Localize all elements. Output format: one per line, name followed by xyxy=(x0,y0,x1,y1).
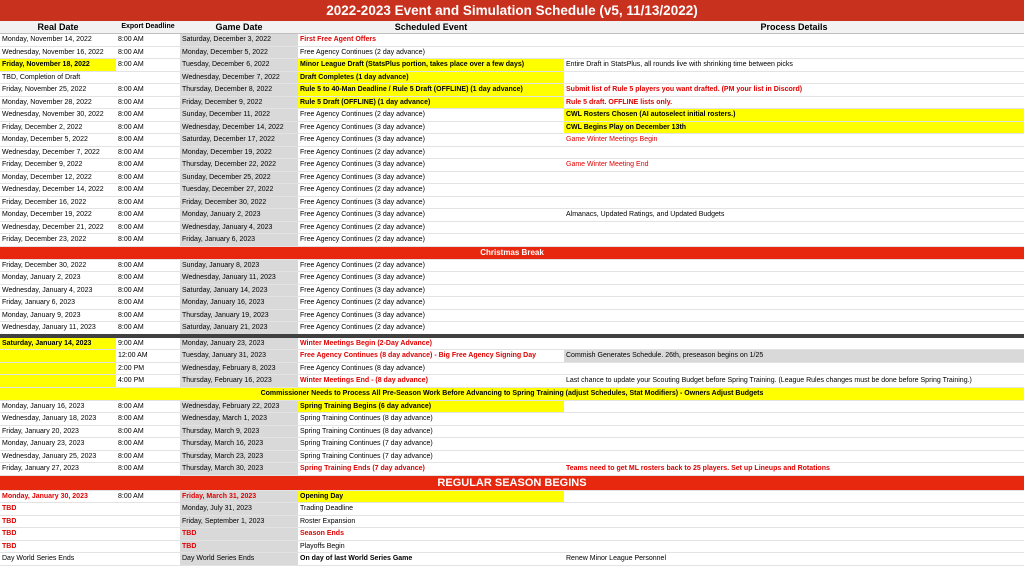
cell-export-deadline[interactable]: 8:00 AM xyxy=(118,415,144,422)
table-row xyxy=(0,426,1024,439)
cell-game-date[interactable]: Wednesday, February 8, 2023 xyxy=(180,363,298,375)
table-row xyxy=(0,109,1024,122)
cell-export-deadline[interactable] xyxy=(116,553,180,565)
cell-process-details[interactable] xyxy=(564,401,1024,413)
cell-process-details[interactable] xyxy=(564,338,1024,350)
cell-scheduled-event[interactable]: Free Agency Continues (3 day advance) xyxy=(300,123,425,131)
table-row xyxy=(0,159,1024,172)
section-winter-meetings xyxy=(0,336,1024,388)
cell-process-details[interactable]: Commish Generates Schedule. 26th, preseason begins on 1/25 xyxy=(564,350,1024,362)
cell-export-deadline[interactable]: 8:00 AM xyxy=(118,299,144,306)
table-row xyxy=(0,375,1024,388)
cell-export-deadline[interactable]: 8:00 AM xyxy=(118,111,144,118)
cell-scheduled-event[interactable]: Spring Training Ends (7 day advance) xyxy=(300,465,425,472)
cell-scheduled-event[interactable]: Free Agency Continues (2 day advance) xyxy=(300,48,425,56)
header-scheduled-event[interactable]: Scheduled Event xyxy=(394,22,468,32)
cell-process-details[interactable] xyxy=(564,197,1024,209)
table-row xyxy=(0,184,1024,197)
cell-process-details[interactable] xyxy=(564,503,1024,515)
cell-real-date[interactable]: Day World Series Ends xyxy=(2,555,75,562)
cell-game-date[interactable]: Wednesday, December 7, 2022 xyxy=(180,72,298,84)
section-post-christmas xyxy=(0,260,1024,336)
cell-real-date[interactable]: Wednesday, December 21, 2022 xyxy=(2,223,104,231)
cell-process-details[interactable] xyxy=(564,491,1024,503)
cell-process-details[interactable]: Game Winter Meeting End xyxy=(566,161,649,168)
cell-process-details[interactable]: Game Winter Meetings Begin xyxy=(566,136,658,143)
table-row xyxy=(0,541,1024,554)
table-row xyxy=(0,72,1024,85)
cell-export-deadline[interactable]: 2:00 PM xyxy=(118,364,145,372)
cell-process-details[interactable] xyxy=(564,172,1024,184)
cell-real-date[interactable]: Friday, January 20, 2023 xyxy=(2,427,79,435)
cell-real-date[interactable]: Monday, January 9, 2023 xyxy=(2,311,81,319)
table-row xyxy=(0,297,1024,310)
table-row xyxy=(0,516,1024,529)
cell-real-date[interactable]: Friday, December 23, 2022 xyxy=(2,236,87,243)
cell-game-date[interactable]: Day World Series Ends xyxy=(180,553,298,565)
table-row xyxy=(0,336,1024,351)
cell-game-date[interactable]: Sunday, December 25, 2022 xyxy=(180,172,298,184)
cell-process-details[interactable]: Submit list of Rule 5 players you want drafted. (PM your list in Discord) xyxy=(566,86,803,93)
cell-export-deadline[interactable]: 8:00 AM xyxy=(118,274,144,281)
cell-process-details[interactable] xyxy=(564,285,1024,297)
cell-process-details[interactable] xyxy=(564,541,1024,553)
table-row xyxy=(0,84,1024,97)
table-row xyxy=(0,322,1024,336)
table-row xyxy=(0,97,1024,110)
cell-real-date[interactable] xyxy=(0,363,116,375)
cell-game-date[interactable]: Wednesday, December 14, 2022 xyxy=(180,122,298,134)
cell-export-deadline[interactable]: 8:00 AM xyxy=(118,136,144,143)
cell-scheduled-event[interactable]: Spring Training Continues (8 day advance) xyxy=(300,415,433,422)
cell-export-deadline[interactable] xyxy=(116,503,180,515)
table-row xyxy=(0,59,1024,72)
christmas-break-band: Christmas Break xyxy=(0,247,1024,260)
cell-scheduled-event[interactable]: Free Agency Continues (2 day advance) xyxy=(300,324,425,331)
cell-scheduled-event[interactable]: Free Agency Continues (2 day advance) xyxy=(300,223,425,231)
cell-process-details[interactable]: Teams need to get ML rosters back to 25 players. Set up Lineups and Rotations xyxy=(566,465,830,472)
cell-export-deadline[interactable]: 8:00 AM xyxy=(118,311,144,319)
cell-process-details[interactable] xyxy=(564,322,1024,334)
cell-game-date[interactable]: Thursday, December 22, 2022 xyxy=(180,159,298,171)
cell-export-deadline[interactable]: 8:00 AM xyxy=(118,148,144,156)
cell-scheduled-event[interactable]: Free Agency Continues (3 day advance) xyxy=(300,311,425,319)
cell-real-date[interactable]: Wednesday, January 4, 2023 xyxy=(2,286,93,294)
cell-export-deadline[interactable]: 8:00 AM xyxy=(118,161,144,168)
cell-scheduled-event[interactable]: Free Agency Continues (3 day advance) xyxy=(300,211,425,218)
cell-real-date[interactable]: Monday, December 19, 2022 xyxy=(2,211,92,218)
table-row xyxy=(0,172,1024,185)
table-row xyxy=(0,528,1024,541)
cell-scheduled-event[interactable]: Winter Meetings Begin (2-Day Advance) xyxy=(300,339,432,347)
cell-export-deadline[interactable] xyxy=(116,516,180,528)
table-row xyxy=(0,463,1024,476)
cell-scheduled-event[interactable]: On day of last World Series Game xyxy=(300,555,413,562)
cell-process-details[interactable]: CWL Rosters Chosen (AI autoselect initial rosters.) xyxy=(564,109,1024,121)
table-row xyxy=(0,553,1024,566)
cell-game-date[interactable]: Sunday, December 11, 2022 xyxy=(180,109,298,121)
cell-real-date[interactable]: Wednesday, December 7, 2022 xyxy=(2,148,100,156)
table-row xyxy=(0,491,1024,504)
cell-export-deadline[interactable]: 8:00 AM xyxy=(118,198,144,206)
cell-export-deadline[interactable]: 8:00 AM xyxy=(118,98,144,106)
cell-game-date[interactable]: Monday, January 23, 2023 xyxy=(180,338,298,350)
cell-game-date[interactable]: Monday, December 19, 2022 xyxy=(180,147,298,159)
table-row xyxy=(0,134,1024,147)
table-row xyxy=(0,401,1024,414)
cell-scheduled-event[interactable]: Free Agency Continues (2 day advance) xyxy=(300,261,425,269)
table-row xyxy=(0,310,1024,323)
commissioner-note-band: Commissioner Needs to Process All Pre-Season Work Before Advancing to Spring Training (adjust Schedules, Stat Modifiers) - Owners Adjust Budgets xyxy=(0,388,1024,401)
cell-scheduled-event[interactable]: Free Agency Continues (3 day advance) xyxy=(300,274,425,281)
section-regular-season xyxy=(0,491,1024,566)
cell-real-date[interactable]: Friday, November 18, 2022 xyxy=(0,59,116,71)
cell-real-date[interactable]: Friday, December 9, 2022 xyxy=(2,161,83,168)
cell-scheduled-event[interactable]: Opening Day xyxy=(298,491,564,503)
cell-game-date[interactable]: Wednesday, February 22, 2023 xyxy=(180,401,298,413)
cell-process-details[interactable] xyxy=(564,184,1024,196)
cell-real-date[interactable]: TBD xyxy=(2,542,17,550)
table-row xyxy=(0,147,1024,160)
cell-scheduled-event[interactable]: First Free Agent Offers xyxy=(300,36,376,43)
cell-real-date[interactable]: Wednesday, January 18, 2023 xyxy=(2,415,97,422)
cell-real-date[interactable]: Monday, November 28, 2022 xyxy=(2,98,92,106)
cell-process-details[interactable] xyxy=(564,234,1024,246)
cell-process-details[interactable] xyxy=(564,438,1024,450)
cell-export-deadline[interactable]: 4:00 PM xyxy=(118,377,145,384)
cell-export-deadline[interactable]: 8:00 AM xyxy=(118,427,144,435)
cell-game-date[interactable]: Wednesday, January 11, 2023 xyxy=(180,272,298,284)
cell-export-deadline[interactable]: 8:00 AM xyxy=(118,261,144,269)
cell-real-date[interactable]: Monday, November 14, 2022 xyxy=(2,36,92,43)
cell-scheduled-event[interactable]: Free Agency Continues (3 day advance) xyxy=(300,136,425,143)
cell-export-deadline[interactable] xyxy=(116,72,180,84)
table-row xyxy=(0,413,1024,426)
cell-scheduled-event[interactable]: Spring Training Begins (6 day advance) xyxy=(298,401,564,413)
cell-game-date[interactable]: Thursday, January 19, 2023 xyxy=(180,310,298,322)
cell-scheduled-event[interactable]: Winter Meetings End - (8 day advance) xyxy=(300,377,428,384)
table-row xyxy=(0,47,1024,60)
header-real-date[interactable]: Real Date xyxy=(37,22,79,32)
cell-scheduled-event[interactable]: Free Agency Continues (2 day advance) xyxy=(300,111,425,118)
table-row xyxy=(0,234,1024,247)
cell-scheduled-event[interactable]: Rule 5 Draft (OFFLINE) (1 day advance) xyxy=(298,97,564,109)
cell-real-date[interactable]: Saturday, January 14, 2023 xyxy=(0,338,116,350)
cell-export-deadline[interactable]: 8:00 AM xyxy=(118,223,144,231)
cell-scheduled-event[interactable]: Playoffs Begin xyxy=(300,542,345,550)
cell-export-deadline[interactable]: 8:00 AM xyxy=(118,465,144,472)
cell-game-date[interactable]: Saturday, December 3, 2022 xyxy=(180,34,298,46)
cell-scheduled-event[interactable]: Free Agency Continues (2 day advance) xyxy=(300,148,425,156)
cell-real-date[interactable]: Monday, January 30, 2023 xyxy=(2,492,88,500)
cell-real-date[interactable]: Wednesday, January 25, 2023 xyxy=(2,452,97,460)
cell-real-date[interactable]: Friday, January 27, 2023 xyxy=(2,465,79,472)
table-row xyxy=(0,438,1024,451)
cell-process-details[interactable]: Entire Draft in StatsPlus, all rounds live with shrinking time between picks xyxy=(566,61,793,68)
table-row xyxy=(0,451,1024,464)
cell-process-details[interactable] xyxy=(564,516,1024,528)
cell-real-date[interactable]: Friday, December 30, 2022 xyxy=(2,261,87,269)
cell-real-date[interactable]: Wednesday, November 16, 2022 xyxy=(2,48,104,56)
cell-scheduled-event[interactable]: Minor League Draft (StatsPlus portion, takes place over a few days) xyxy=(298,59,564,71)
table-row xyxy=(0,503,1024,516)
cell-scheduled-event[interactable]: Spring Training Continues (7 day advance) xyxy=(300,440,433,447)
cell-process-details[interactable] xyxy=(564,34,1024,46)
cell-export-deadline[interactable]: 12:00 AM xyxy=(118,352,148,359)
cell-export-deadline[interactable]: 8:00 AM xyxy=(118,36,144,43)
cell-scheduled-event[interactable]: Spring Training Continues (8 day advance) xyxy=(300,427,433,435)
cell-export-deadline[interactable]: 8:00 AM xyxy=(118,61,144,68)
cell-scheduled-event[interactable]: Free Agency Continues (8 day advance) - Big Free Agency Signing Day xyxy=(300,352,536,359)
cell-scheduled-event[interactable]: Free Agency Continues (3 day advance) xyxy=(300,286,425,294)
cell-scheduled-event[interactable]: Free Agency Continues (8 day advance) xyxy=(300,364,425,372)
header-export-deadline[interactable]: Export Deadline xyxy=(121,23,175,30)
cell-process-details[interactable] xyxy=(564,363,1024,375)
cell-real-date[interactable]: TBD xyxy=(2,505,17,512)
cell-scheduled-event[interactable]: Free Agency Continues (2 day advance) xyxy=(300,299,425,306)
cell-export-deadline[interactable]: 8:00 AM xyxy=(118,86,144,93)
section-spring-training xyxy=(0,401,1024,476)
section-offseason xyxy=(0,34,1024,247)
cell-game-date[interactable]: Saturday, January 14, 2023 xyxy=(180,285,298,297)
cell-real-date[interactable]: TBD xyxy=(2,517,17,525)
cell-real-date[interactable] xyxy=(0,375,116,387)
cell-export-deadline[interactable]: 8:00 AM xyxy=(118,402,144,410)
cell-game-date[interactable]: Thursday, December 8, 2022 xyxy=(180,84,298,96)
cell-export-deadline[interactable]: 8:00 AM xyxy=(118,173,144,181)
cell-game-date[interactable]: Thursday, March 23, 2023 xyxy=(180,451,298,463)
cell-process-details[interactable] xyxy=(564,413,1024,425)
table-row xyxy=(0,350,1024,363)
cell-game-date[interactable]: Saturday, January 21, 2023 xyxy=(180,322,298,334)
cell-real-date[interactable]: Monday, January 16, 2023 xyxy=(2,402,85,410)
cell-game-date[interactable]: Friday, December 9, 2022 xyxy=(180,97,298,109)
cell-process-details[interactable] xyxy=(564,426,1024,438)
cell-process-details[interactable]: CWL Begins Play on December 13th xyxy=(564,122,1024,134)
cell-game-date[interactable]: Sunday, January 8, 2023 xyxy=(180,260,298,272)
cell-game-date[interactable]: Thursday, March 30, 2023 xyxy=(180,463,298,475)
cell-game-date[interactable]: Friday, December 30, 2022 xyxy=(180,197,298,209)
cell-real-date[interactable]: Wednesday, December 14, 2022 xyxy=(2,186,104,193)
cell-game-date[interactable]: Monday, December 5, 2022 xyxy=(180,47,298,59)
table-row xyxy=(0,363,1024,376)
header-process-details[interactable]: Process Details xyxy=(760,22,828,32)
cell-real-date[interactable]: Monday, January 2, 2023 xyxy=(2,274,81,281)
cell-game-date[interactable]: Friday, January 6, 2023 xyxy=(180,234,298,246)
table-row xyxy=(0,260,1024,273)
cell-export-deadline[interactable]: 8:00 AM xyxy=(118,452,144,460)
cell-process-details[interactable] xyxy=(564,72,1024,84)
cell-export-deadline[interactable]: 8:00 AM xyxy=(118,324,144,331)
cell-game-date[interactable]: Monday, January 2, 2023 xyxy=(180,209,298,221)
cell-scheduled-event[interactable]: Trading Deadline xyxy=(300,505,354,512)
cell-process-details[interactable] xyxy=(564,222,1024,234)
cell-real-date[interactable]: TBD, Completion of Draft xyxy=(2,73,81,81)
cell-game-date[interactable]: Tuesday, January 31, 2023 xyxy=(180,350,298,362)
cell-real-date[interactable]: Monday, January 23, 2023 xyxy=(2,440,85,447)
cell-process-details[interactable] xyxy=(564,147,1024,159)
cell-real-date[interactable]: Friday, November 25, 2022 xyxy=(2,86,87,93)
cell-scheduled-event[interactable]: Spring Training Continues (7 day advance) xyxy=(300,452,433,460)
cell-process-details[interactable] xyxy=(564,528,1024,540)
cell-game-date[interactable]: Monday, January 16, 2023 xyxy=(180,297,298,309)
cell-real-date[interactable]: TBD xyxy=(2,530,17,537)
table-row xyxy=(0,197,1024,210)
cell-process-details[interactable] xyxy=(564,451,1024,463)
cell-game-date[interactable]: Tuesday, December 27, 2022 xyxy=(180,184,298,196)
regular-season-band: REGULAR SEASON BEGINS xyxy=(0,476,1024,491)
cell-game-date[interactable]: Thursday, March 16, 2023 xyxy=(180,438,298,450)
cell-export-deadline[interactable]: 8:00 AM xyxy=(118,492,144,500)
cell-game-date[interactable]: Tuesday, December 6, 2022 xyxy=(180,59,298,71)
cell-export-deadline[interactable] xyxy=(116,528,180,540)
cell-export-deadline[interactable]: 9:00 AM xyxy=(118,339,144,347)
cell-process-details[interactable] xyxy=(564,272,1024,284)
cell-game-date[interactable]: Wednesday, January 4, 2023 xyxy=(180,222,298,234)
table-row xyxy=(0,222,1024,235)
cell-process-details[interactable] xyxy=(564,310,1024,322)
cell-game-date[interactable]: TBD xyxy=(180,528,298,540)
cell-game-date[interactable]: Friday, September 1, 2023 xyxy=(180,516,298,528)
cell-real-date[interactable]: Friday, December 16, 2022 xyxy=(2,198,87,206)
table-row xyxy=(0,285,1024,298)
cell-process-details[interactable]: Almanacs, Updated Ratings, and Updated Budgets xyxy=(566,211,725,218)
cell-scheduled-event[interactable]: Draft Completes (1 day advance) xyxy=(298,72,564,84)
cell-process-details[interactable]: Renew Minor League Personnel xyxy=(566,555,667,562)
cell-game-date[interactable]: Thursday, March 9, 2023 xyxy=(180,426,298,438)
cell-game-date[interactable]: Friday, March 31, 2023 xyxy=(180,491,298,503)
cell-game-date[interactable]: Saturday, December 17, 2022 xyxy=(180,134,298,146)
cell-scheduled-event[interactable]: Free Agency Continues (2 day advance) xyxy=(300,236,425,243)
cell-real-date[interactable]: Monday, December 5, 2022 xyxy=(2,136,88,143)
header-row xyxy=(0,21,1024,34)
cell-export-deadline[interactable]: 8:00 AM xyxy=(118,48,144,56)
cell-game-date[interactable]: Wednesday, March 1, 2023 xyxy=(180,413,298,425)
cell-export-deadline[interactable] xyxy=(116,541,180,553)
table-row xyxy=(0,122,1024,135)
cell-process-details[interactable] xyxy=(564,47,1024,59)
cell-export-deadline[interactable]: 8:00 AM xyxy=(118,440,144,447)
cell-game-date[interactable]: TBD xyxy=(180,541,298,553)
cell-export-deadline[interactable]: 8:00 AM xyxy=(118,286,144,294)
sheet-title: 2022-2023 Event and Simulation Schedule (v5, 11/13/2022) xyxy=(0,0,1024,21)
cell-real-date[interactable]: Wednesday, November 30, 2022 xyxy=(2,111,104,118)
cell-scheduled-event[interactable]: Season Ends xyxy=(300,530,344,537)
cell-export-deadline[interactable]: 8:00 AM xyxy=(118,186,144,193)
table-row xyxy=(0,272,1024,285)
cell-real-date[interactable] xyxy=(0,350,116,362)
cell-scheduled-event[interactable]: Rule 5 to 40-Man Deadline / Rule 5 Draft (OFFLINE) (1 day advance) xyxy=(298,84,564,96)
table-row xyxy=(0,209,1024,222)
cell-process-details[interactable]: Last chance to update your Scouting Budget before Spring Training. (League Rules changes must be done before Spring Training.) xyxy=(566,377,972,384)
cell-scheduled-event[interactable]: Roster Expansion xyxy=(300,517,356,525)
cell-real-date[interactable]: Friday, December 2, 2022 xyxy=(2,123,83,131)
cell-process-details[interactable] xyxy=(564,260,1024,272)
cell-export-deadline[interactable]: 8:00 AM xyxy=(118,236,144,243)
cell-scheduled-event[interactable]: Free Agency Continues (3 day advance) xyxy=(300,161,425,168)
cell-game-date[interactable]: Monday, July 31, 2023 xyxy=(180,503,298,515)
cell-scheduled-event[interactable]: Free Agency Continues (3 day advance) xyxy=(300,173,425,181)
cell-process-details[interactable]: Rule 5 draft. OFFLINE lists only. xyxy=(566,98,673,106)
cell-export-deadline[interactable]: 8:00 AM xyxy=(118,123,144,131)
header-game-date[interactable]: Game Date xyxy=(215,22,263,32)
cell-real-date[interactable]: Wednesday, January 11, 2023 xyxy=(2,324,96,331)
cell-export-deadline[interactable]: 8:00 AM xyxy=(118,211,144,218)
cell-real-date[interactable]: Monday, December 12, 2022 xyxy=(2,173,92,181)
cell-game-date[interactable]: Thursday, February 16, 2023 xyxy=(180,375,298,387)
cell-process-details[interactable] xyxy=(564,297,1024,309)
cell-scheduled-event[interactable]: Free Agency Continues (2 day advance) xyxy=(300,186,425,193)
cell-scheduled-event[interactable]: Free Agency Continues (3 day advance) xyxy=(300,198,425,206)
cell-real-date[interactable]: Friday, January 6, 2023 xyxy=(2,299,76,306)
table-row xyxy=(0,34,1024,47)
